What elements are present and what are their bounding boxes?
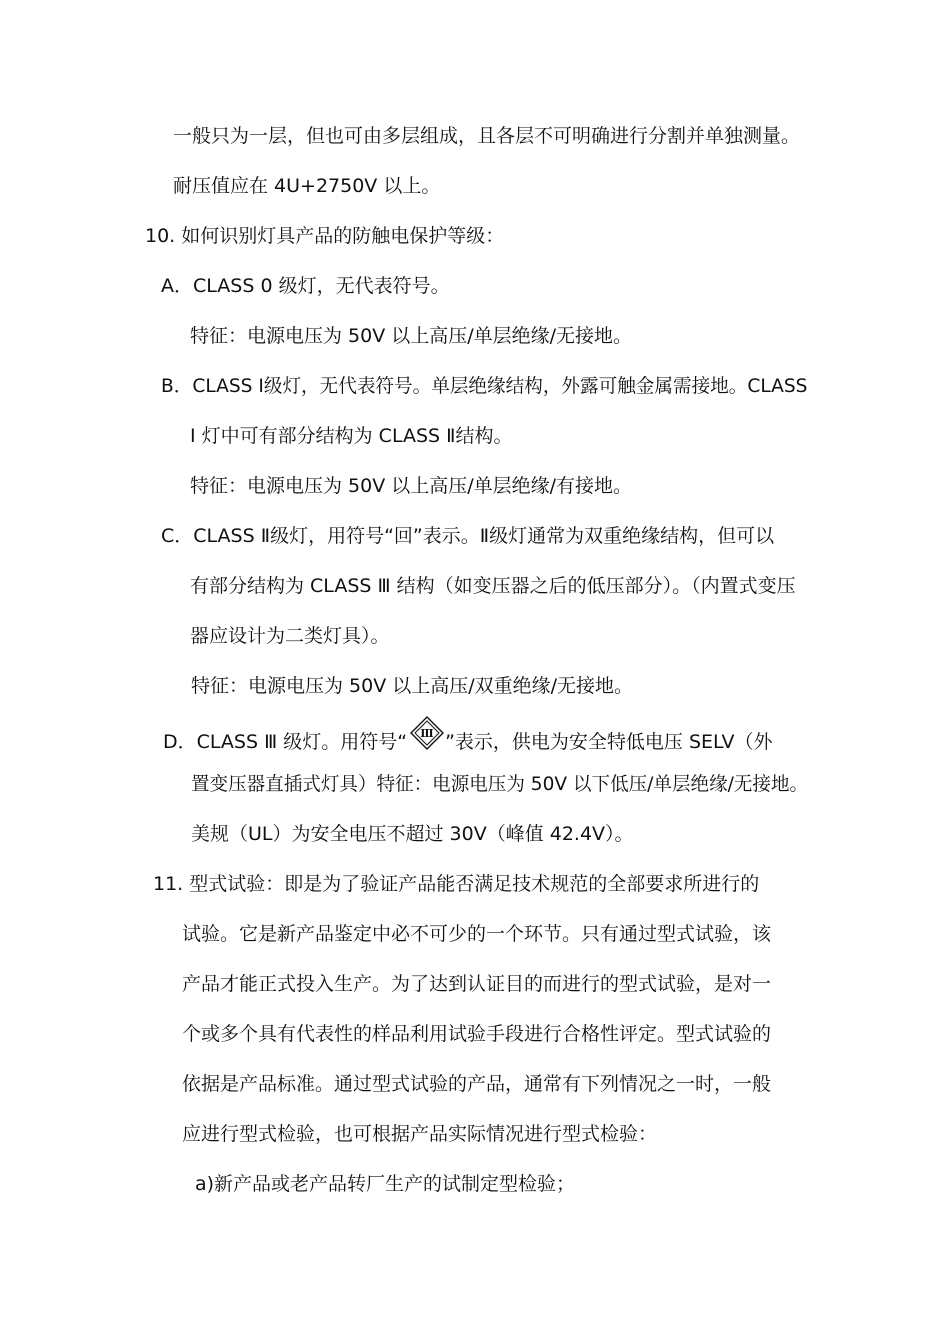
list-item: A．CLASS 0 级灯，无代表符号。: [161, 275, 450, 297]
paragraph-line: 有部分结构为 CLASS Ⅲ 结构（如变压器之后的低压部分）。（内置式变压: [190, 575, 796, 597]
paragraph-line: 试验。它是新产品鉴定中必不可少的一个环节。只有通过型式试验，该: [182, 923, 772, 945]
feature-line: 特征：电源电压为 50V 以上高压/双重绝缘/无接地。: [191, 675, 634, 697]
list-item: C．CLASS Ⅱ级灯，用符号“回”表示。Ⅱ级灯通常为双重绝缘结构，但可以: [161, 525, 775, 547]
paragraph-line: 依据是产品标准。通过型式试验的产品，通常有下列情况之一时，一般: [182, 1073, 772, 1095]
paragraph-line: Ⅰ 灯中可有部分结构为 CLASS Ⅱ结构。: [190, 425, 513, 447]
list-item-heading: 11. 型式试验：即是为了验证产品能否满足技术规范的全部要求所进行的: [153, 873, 760, 895]
list-item-text: ”表示，供电为安全特低电压 SELV（外: [445, 731, 773, 753]
class-iii-symbol-label: Ⅲ: [420, 727, 434, 740]
feature-line: 特征：电源电压为 50V 以上高压/单层绝缘/无接地。: [190, 325, 633, 347]
paragraph-line: 个或多个具有代表性的样品利用试验手段进行合格性评定。型式试验的: [182, 1023, 772, 1045]
class-iii-diamond-icon: [407, 729, 445, 755]
paragraph-line: 美规（UL）为安全电压不超过 30V（峰值 42.4V）。: [191, 823, 634, 845]
list-item-heading: 10. 如何识别灯具产品的防触电保护等级：: [145, 225, 505, 247]
sub-list-item: a)新产品或老产品转厂生产的试制定型检验；: [195, 1173, 576, 1195]
paragraph-line: 置变压器直插式灯具）特征：电源电压为 50V 以下低压/单层绝缘/无接地。: [191, 773, 809, 795]
list-item-text: D．CLASS Ⅲ 级灯。用符号“: [163, 731, 408, 753]
paragraph-line: 一般只为一层，但也可由多层组成，且各层不可明确进行分割并单独测量。: [173, 125, 801, 147]
paragraph-line: 器应设计为二类灯具）。: [190, 625, 390, 647]
feature-line: 特征：电源电压为 50V 以上高压/单层绝缘/有接地。: [190, 475, 633, 497]
paragraph-line: 应进行型式检验，也可根据产品实际情况进行型式检验：: [182, 1123, 658, 1145]
paragraph-line: 产品才能正式投入生产。为了达到认证目的而进行的型式试验，是对一: [182, 973, 772, 995]
paragraph-line: 耐压值应在 4U+2750V 以上。: [173, 175, 441, 197]
list-item: [163, 729, 773, 755]
list-item: B．CLASS Ⅰ级灯，无代表符号。单层绝缘结构，外露可触金属需接地。CLASS: [161, 375, 808, 397]
